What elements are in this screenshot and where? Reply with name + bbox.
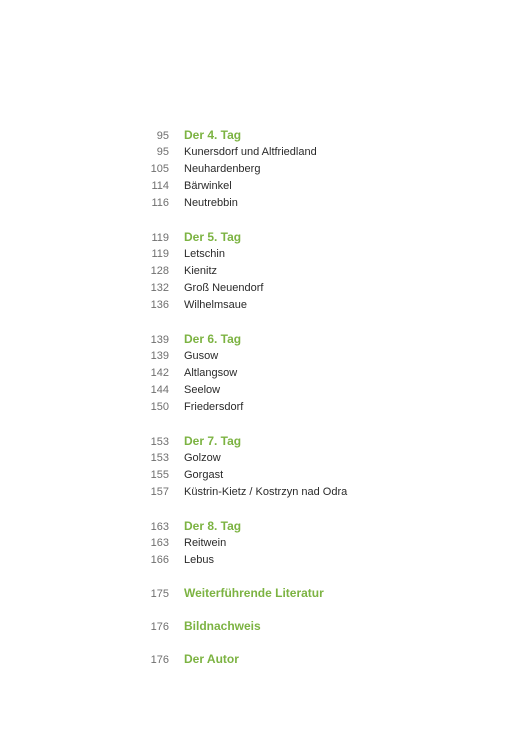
toc-section-heading-title: Der 6. Tag: [184, 332, 242, 346]
toc-section-heading: [138, 228, 498, 246]
toc-entry: [138, 161, 498, 178]
toc-entry-title: Reitwein: [184, 537, 227, 549]
toc-section-heading: [138, 432, 498, 450]
toc-entry: [138, 297, 498, 314]
toc-entry-title: Letschin: [184, 248, 225, 260]
toc-entry-title: Wilhelmsaue: [184, 299, 247, 311]
toc-entry: [138, 178, 498, 195]
toc-entry: [138, 246, 498, 263]
toc-entry: [138, 399, 498, 416]
toc-extra-heading-title: Der Autor: [184, 652, 239, 666]
toc-entry-title: Neutrebbin: [184, 197, 238, 209]
toc-entry-page-number: 155: [150, 469, 169, 481]
toc-section-heading: [138, 330, 498, 348]
toc-entry-page-number: 139: [150, 350, 169, 362]
toc-section-heading-page-number: 163: [150, 521, 169, 533]
toc-entry-title: Gorgast: [184, 469, 224, 481]
toc-extra-heading: [138, 650, 498, 668]
toc-entry-title: Küstrin-Kietz / Kostrzyn nad Odra: [184, 486, 348, 498]
toc-section-heading: [138, 126, 498, 144]
toc-entry-page-number: 166: [150, 554, 169, 566]
toc-extra-heading: [138, 584, 498, 602]
toc-extra-heading: [138, 617, 498, 635]
section-spacer: [138, 416, 498, 432]
toc-entry: [138, 348, 498, 365]
toc-entry-title: Friedersdorf: [184, 401, 244, 413]
toc-entry: [138, 365, 498, 382]
toc-entry-page-number: 150: [150, 401, 169, 413]
toc-entry-page-number: 105: [150, 163, 169, 175]
toc-entry-title: Neuhardenberg: [184, 163, 261, 175]
section-spacer: [138, 602, 498, 617]
section-spacer: [138, 569, 498, 584]
toc-section-heading-title: Der 4. Tag: [184, 128, 242, 142]
toc-entry-title: Bärwinkel: [184, 180, 232, 192]
toc-extra-heading-page-number: 175: [150, 588, 169, 600]
toc-section-heading-page-number: 153: [150, 436, 169, 448]
toc-entry: [138, 552, 498, 569]
toc-entry-page-number: 136: [150, 299, 169, 311]
toc-entry-title: Groß Neuendorf: [184, 282, 264, 294]
toc-entry: [138, 263, 498, 280]
toc-entry-page-number: 157: [150, 486, 169, 498]
toc-entry-title: Kunersdorf und Altfriedland: [184, 146, 317, 158]
toc-entry-page-number: 128: [150, 265, 169, 277]
toc-entry-page-number: 132: [150, 282, 169, 294]
toc-section-heading-page-number: 95: [156, 130, 169, 142]
toc-section-heading-page-number: 119: [151, 232, 169, 244]
toc-entry-title: Seelow: [184, 384, 221, 396]
toc-entry: [138, 450, 498, 467]
toc-extra-heading-page-number: 176: [150, 654, 169, 666]
toc-entry: [138, 144, 498, 161]
toc-entry-title: Kienitz: [184, 265, 218, 277]
toc-entry-page-number: 153: [150, 452, 169, 464]
toc-entry-page-number: 116: [151, 197, 169, 209]
toc-entry-title: Gusow: [184, 350, 219, 362]
toc-entry-title: Lebus: [184, 554, 214, 566]
toc-section-heading-title: Der 5. Tag: [184, 230, 242, 244]
section-spacer: [138, 501, 498, 517]
toc-entry: [138, 467, 498, 484]
toc-extra-heading-title: Bildnachweis: [184, 619, 261, 633]
toc-entry-page-number: 114: [151, 180, 169, 192]
toc-entry-page-number: 119: [151, 248, 169, 260]
toc-entry: [138, 535, 498, 552]
toc-section-heading: [138, 517, 498, 535]
toc-extra-heading-page-number: 176: [150, 621, 169, 633]
toc-entry: [138, 382, 498, 399]
toc-extra-heading-title: Weiterführende Literatur: [184, 586, 324, 600]
toc-section-heading-title: Der 8. Tag: [184, 519, 242, 533]
toc-entry: [138, 280, 498, 297]
toc-section-heading-page-number: 139: [150, 334, 169, 346]
section-spacer: [138, 635, 498, 650]
toc-entry: [138, 484, 498, 501]
table-of-contents: [138, 126, 498, 668]
toc-entry-page-number: 95: [156, 146, 169, 158]
toc-entry: [138, 195, 498, 212]
toc-entry-page-number: 142: [150, 367, 169, 379]
section-spacer: [138, 212, 498, 228]
toc-entry-page-number: 144: [150, 384, 169, 396]
toc-entry-title: Golzow: [184, 452, 221, 464]
toc-entry-title: Altlangsow: [184, 367, 238, 379]
section-spacer: [138, 314, 498, 330]
toc-entry-page-number: 163: [150, 537, 169, 549]
toc-section-heading-title: Der 7. Tag: [184, 434, 242, 448]
